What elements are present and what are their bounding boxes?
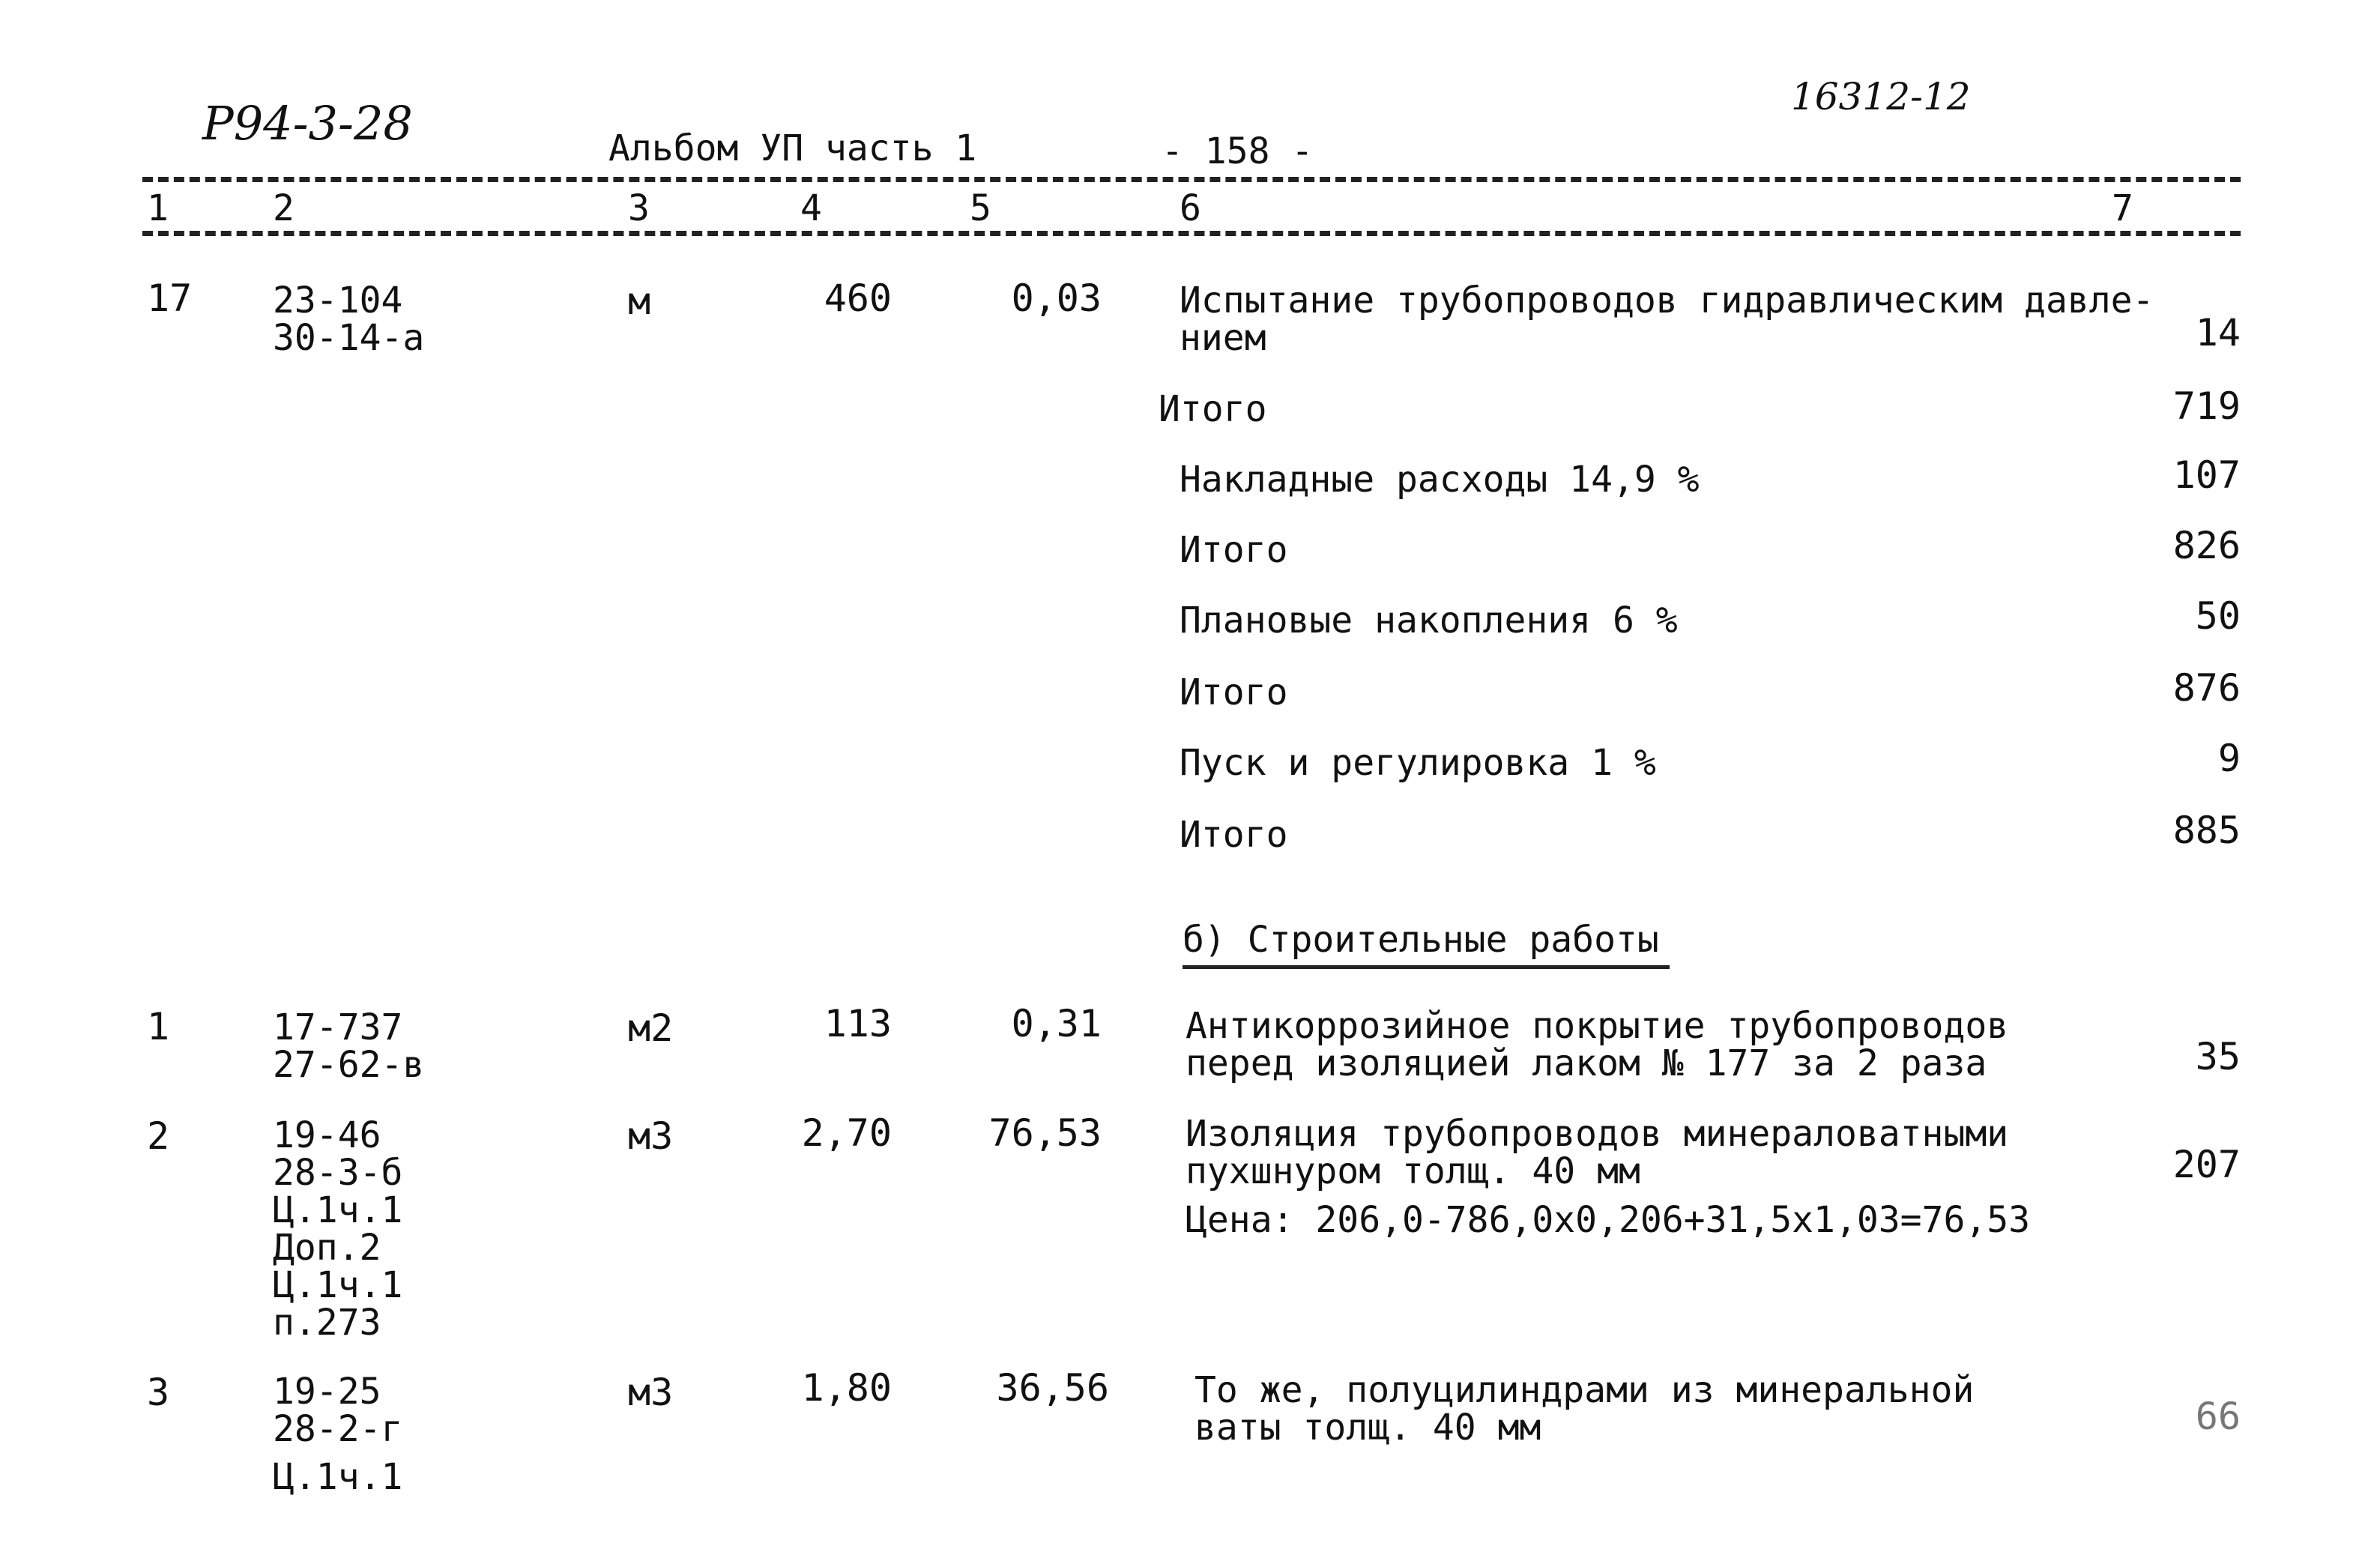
row-3-total: 66	[2195, 1395, 2241, 1438]
row-1-qty: 113	[824, 1002, 892, 1045]
row-1-total: 35	[2195, 1035, 2241, 1078]
summary-label-4: Плановые накопления 6 %	[1180, 600, 1678, 641]
page-number: - 158 -	[1162, 130, 1314, 172]
summary-label-5: Итого	[1180, 671, 1288, 713]
row-1-code: 27-62-в	[273, 1044, 425, 1086]
row-3-code: Ц.1ч.1	[273, 1456, 403, 1498]
row-17-price: 0,03	[1011, 277, 1102, 320]
summary-label-6: Пуск и регулировка 1 %	[1180, 742, 1656, 784]
row-2-desc	[1186, 1115, 2008, 1190]
row-17-code: 23-104	[273, 280, 403, 321]
summary-value-4: 50	[2195, 594, 2241, 638]
row-2-code: 28-3-б	[273, 1152, 403, 1194]
summary-value-5: 876	[2172, 666, 2241, 710]
summary-label-3: Итого	[1180, 529, 1288, 571]
section-heading: б) Строительные работы	[1183, 919, 1659, 961]
row-3-desc-line: ваты толщ. 40 мм	[1194, 1407, 1541, 1449]
row-2-code: Ц.1ч.1	[273, 1189, 403, 1231]
row-2-no: 2	[147, 1114, 170, 1158]
header-rule-bottom	[142, 231, 2241, 236]
column-header-7: 7	[2112, 187, 2133, 229]
row-17-desc-line: Испытание трубопроводов гидравлическим давле-	[1180, 280, 2154, 321]
row-1-codes	[273, 1006, 425, 1086]
row-2-desc-line: Изоляция трубопроводов минераловатными	[1186, 1113, 2009, 1155]
row-1-no: 1	[147, 1005, 170, 1048]
row-1-desc-line: Антикоррозийное покрытие трубопроводов	[1186, 1005, 2009, 1047]
summary-value-6: 9	[2217, 737, 2241, 780]
row-2-total: 207	[2172, 1143, 2241, 1186]
row-17-total: 14	[2195, 311, 2241, 354]
row-3-desc-line: То же, полуцилиндрами из минеральной	[1194, 1369, 1975, 1411]
row-17-no: 17	[147, 277, 193, 320]
row-2-unit: м3	[628, 1114, 674, 1158]
row-2-codes	[273, 1114, 403, 1344]
row-17-qty: 460	[824, 277, 892, 320]
row-2-price-note: Цена: 206,0-786,0x0,206+31,5x1,03=76,53	[1186, 1199, 2031, 1241]
row-3-no: 3	[147, 1371, 170, 1414]
row-1-price: 0,31	[1011, 1002, 1102, 1045]
summary-value-7: 885	[2172, 809, 2241, 852]
row-2-code: п.273	[273, 1302, 381, 1344]
row-1-desc-line: перед изоляцией лаком № 177 за 2 раза	[1186, 1042, 1987, 1084]
summary-label-7: Итого	[1180, 814, 1288, 856]
row-17-desc	[1180, 282, 2154, 357]
row-1-desc	[1186, 1007, 2008, 1082]
row-17-code: 30-14-а	[273, 317, 425, 359]
album-title: Альбом УП часть 1	[608, 127, 977, 169]
column-header-5: 5	[970, 187, 991, 229]
row-17-desc-line: нием	[1180, 317, 1266, 359]
summary-value-2: 107	[2172, 453, 2241, 497]
column-header-6: 6	[1180, 187, 1201, 229]
summary-value-1: 719	[2172, 384, 2241, 428]
row-3-desc	[1194, 1369, 1975, 1449]
summary-label-1: Итого	[1159, 388, 1267, 430]
row-17-unit: м	[628, 280, 651, 323]
row-2-qty: 2,70	[801, 1111, 892, 1155]
row-3-codes	[273, 1373, 402, 1496]
row-2-code: 19-46	[273, 1114, 381, 1156]
row-2-desc-line: пухшнуром толщ. 40 мм	[1186, 1150, 1640, 1192]
row-2-code: Доп.2	[273, 1227, 381, 1269]
column-header-2: 2	[273, 187, 295, 229]
section-heading-underline	[1183, 965, 1670, 969]
doc-code: Р94-3-28	[202, 96, 413, 151]
row-3-unit: м3	[628, 1371, 674, 1414]
row-2-code: Ц.1ч.1	[273, 1264, 403, 1306]
row-2-price: 76,53	[988, 1111, 1102, 1155]
summary-label-2: Накладные расходы 14,9 %	[1180, 459, 1700, 501]
row-3-qty: 1,80	[801, 1366, 892, 1410]
column-header-4: 4	[800, 187, 822, 229]
row-3-code: 19-25	[273, 1371, 381, 1413]
row-17-codes	[273, 282, 424, 357]
row-3-code: 28-2-г	[273, 1408, 403, 1450]
header-rule-top	[142, 177, 2241, 182]
summary-value-3: 826	[2172, 524, 2241, 567]
row-1-unit: м2	[628, 1006, 674, 1050]
archive-number: 16312-12	[1791, 75, 1971, 118]
column-header-1: 1	[147, 187, 169, 229]
row-3-price: 36,56	[996, 1366, 1109, 1410]
row-1-code: 17-737	[273, 1006, 403, 1048]
column-header-3: 3	[628, 187, 650, 229]
